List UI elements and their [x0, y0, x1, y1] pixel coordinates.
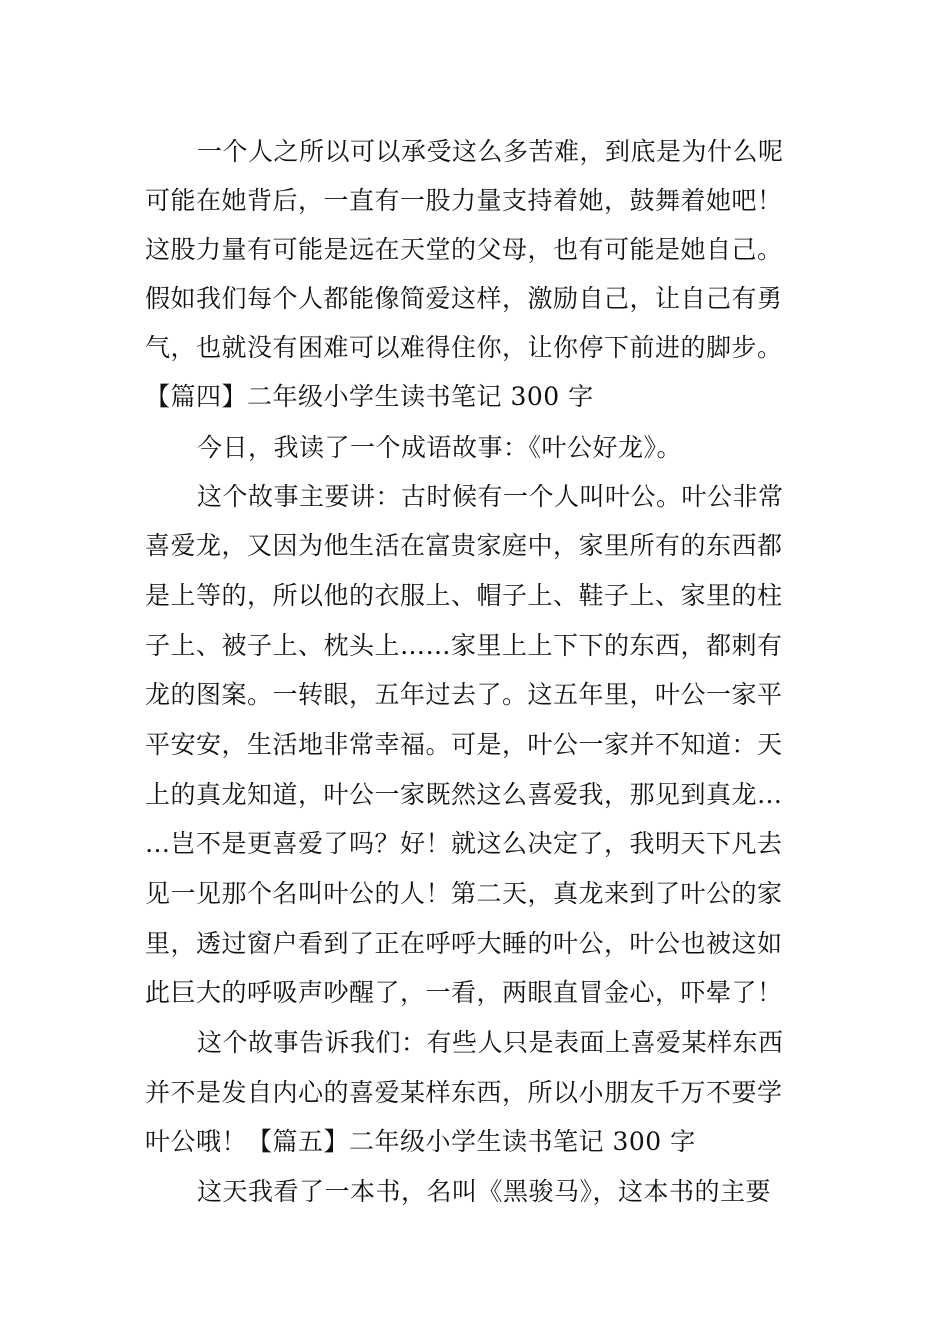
- text-line: 是上等的，所以他的衣服上、帽子上、鞋子上、家里的柱: [145, 581, 783, 610]
- text-line: 这天我看了一本书，名叫《黑骏马》，这本书的主要: [197, 1177, 772, 1206]
- text-line: …岂不是更喜爱了吗？好！就这么决定了，我明天下凡去: [145, 829, 783, 858]
- text-line: 叶公哦！【篇五】二年级小学生读书笔记 300 字: [145, 1127, 696, 1156]
- text-line: 喜爱龙，又因为他生活在富贵家庭中，家里所有的东西都: [145, 531, 783, 560]
- text-line: 气，也就没有困难可以难得住你，让你停下前进的脚步。: [145, 333, 783, 362]
- text-line: 一个人之所以可以承受这么多苦难，到底是为什么呢: [197, 137, 784, 166]
- text-line: 见一见那个名叫叶公的人！第二天，真龙来到了叶公的家: [145, 879, 783, 908]
- text-line: 今日，我读了一个成语故事：《叶公好龙》。: [197, 433, 683, 462]
- text-line: 上的真龙知道，叶公一家既然这么喜爱我，那见到真龙…: [145, 780, 783, 809]
- text-line: 并不是发自内心的喜爱某样东西，所以小朋友千万不要学: [145, 1078, 783, 1107]
- text-line: 这股力量有可能是远在天堂的父母，也有可能是她自己。: [145, 235, 783, 264]
- text-line: 此巨大的呼吸声吵醒了，一看，两眼直冒金心，吓晕了！: [145, 978, 783, 1007]
- text-line: 子上、被子上、枕头上……家里上上下下的东西，都刺有: [145, 631, 783, 660]
- text-line: 可能在她背后，一直有一股力量支持着她，鼓舞着她吧！: [145, 186, 783, 215]
- text-line: 平安安，生活地非常幸福。可是，叶公一家并不知道：天: [145, 730, 783, 759]
- text-line: 假如我们每个人都能像简爱这样，激励自己，让自己有勇: [145, 284, 783, 313]
- text-line: 里，透过窗户看到了正在呼呼大睡的叶公，叶公也被这如: [145, 929, 783, 958]
- text-line: 这个故事告诉我们：有些人只是表面上喜爱某样东西: [197, 1028, 784, 1057]
- text-line: 这个故事主要讲：古时候有一个人叫叶公。叶公非常: [197, 482, 784, 511]
- text-line: 龙的图案。一转眼，五年过去了。这五年里，叶公一家平: [145, 680, 783, 709]
- section-heading: 【篇四】二年级小学生读书笔记 300 字: [145, 382, 594, 411]
